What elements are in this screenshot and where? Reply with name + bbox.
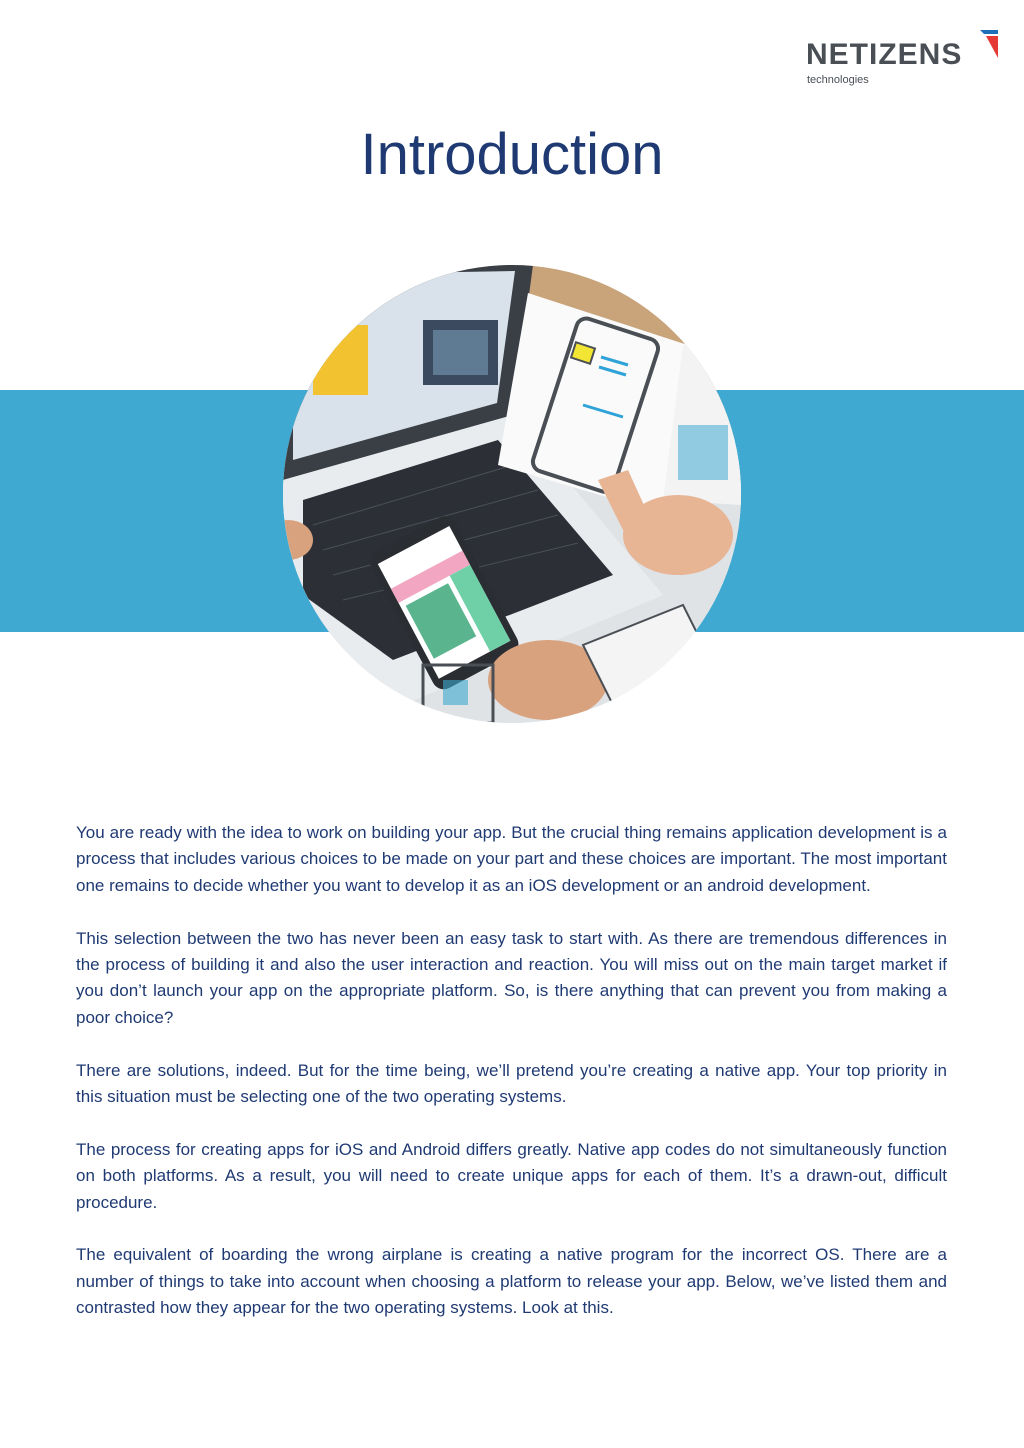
brand-logo [806,30,998,90]
paragraph: There are solutions, indeed. But for the time being, we’ll pretend you’re creating a native app. Your top priority in this situation must be selecting one of the two operating systems. [76,1060,947,1107]
paragraph: This selection between the two has never been an easy task to start with. As there are tremendous differences in the process of building it and also the user interaction and reaction. You will miss out on the main target market if you don’t launch your app on the appropriate platform. So, is there anything that can prevent you from making a poor choice? [76,928,947,1027]
introduction-body [76,820,947,1348]
paragraph: The equivalent of boarding the wrong airplane is creating a native program for the incorrect OS. There are a number of things to take into account when choosing a platform to release your app. Below, we’ve listed them and contrasted how they appear for the two operating systems. Look at this. [76,1245,947,1318]
paragraph: You are ready with the idea to work on building your app. But the crucial thing remains application development is a process that includes various choices to be made on your part and these choices are important. The most important one remains to decide whether you want to develop it as an iOS development or an android development. [76,823,947,895]
logo-mark-icon [978,30,1000,60]
brand-tagline: technologies [807,74,869,86]
hero-image [283,265,741,723]
paragraph: The process for creating apps for iOS and Android differs greatly. Native app codes do not simultaneously function on both platforms. As a result, you will need to create unique apps for each of them. It’s a drawn-out, difficult procedure. [76,1139,947,1212]
brand-name: NETIZENS [806,38,963,71]
page-title: Introduction [360,122,664,187]
